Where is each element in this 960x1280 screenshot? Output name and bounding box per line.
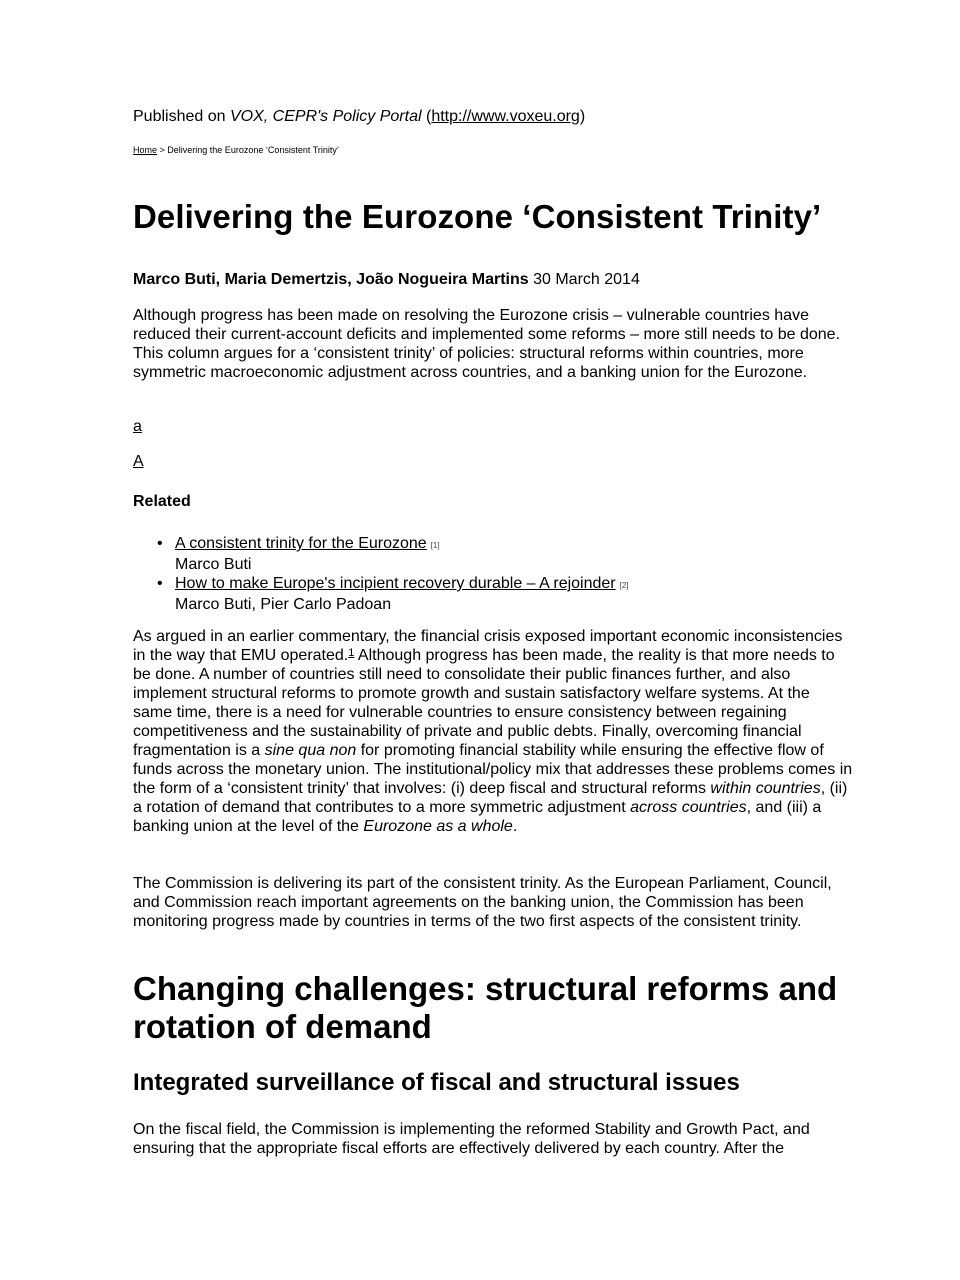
body-italic: across countries (630, 799, 747, 816)
breadcrumb-current: Delivering the Eurozone ‘Consistent Trinity’ (167, 145, 339, 155)
related-item (155, 534, 629, 574)
body-italic: Eurozone as a whole (363, 818, 513, 835)
article-title: Delivering the Eurozone ‘Consistent Trinity’ (133, 198, 822, 235)
font-size-small-link[interactable]: a (133, 418, 142, 435)
portal-url-link[interactable]: http://www.voxeu.org (431, 108, 580, 125)
breadcrumb-home-link[interactable]: Home (133, 145, 158, 155)
font-size-large-link[interactable]: A (133, 453, 144, 470)
article-authors: Marco Buti, Maria Demertzis, João Nogueira Martins (133, 271, 529, 288)
published-on-line: Published on VOX, CEPR's Policy Portal (http://www.voxeu.org) (133, 108, 586, 125)
related-heading: Related (133, 493, 191, 510)
related-item (155, 574, 629, 614)
subsection-heading: Integrated surveillance of fiscal and structural issues (133, 1069, 740, 1096)
related-item-ref: [2] (619, 581, 629, 590)
body-paragraph-3: On the fiscal field, the Commission is implementing the reformed Stability and Growth Pact, and ensuring that the appropriate fiscal efforts are effectively delivered by each country. After the (133, 1121, 810, 1157)
body-text: , (ii) a rotation of demand that contributes to a more symmetric adjustment (133, 780, 848, 816)
article-date: 30 March 2014 (533, 271, 640, 288)
published-prefix: Published on (133, 108, 230, 125)
byline (133, 271, 640, 289)
portal-name: VOX, CEPR's Policy Portal (229, 108, 422, 125)
body-paragraph-2: The Commission is delivering its part of the consistent trinity. As the European Parliament, Council, and Commission reach important agreements on the banking union, the Commission has been monitoring progress made by countries in terms of the two first aspects of the consistent trinity. (133, 875, 832, 930)
related-item-authors: Marco Buti, Pier Carlo Padoan (175, 596, 392, 613)
breadcrumb-separator: > (157, 145, 168, 155)
bullet-icon: • (157, 575, 163, 592)
related-item-ref: [1] (430, 541, 440, 550)
body-text: , and (iii) a banking union at the level of the (133, 799, 822, 835)
body-italic: within countries (710, 780, 821, 797)
related-item-link[interactable]: A consistent trinity for the Eurozone (175, 535, 427, 552)
section-heading: Changing challenges: structural reforms and rotation of demand (133, 970, 838, 1045)
related-item-link[interactable]: How to make Europe's incipient recovery durable – A rejoinder (175, 575, 616, 592)
footnote-link[interactable]: 1 (348, 647, 355, 659)
bullet-icon: • (157, 535, 163, 552)
body-italic: sine qua non (264, 742, 357, 759)
article-abstract: Although progress has been made on resolving the Eurozone crisis – vulnerable countries have reduced their current-account deficits and implemented some reforms – more still needs to be done. This column argues for a ‘consistent trinity’ of policies: structural reforms within countries, more symmetric macroeconomic adjustment across countries, and a banking union for the Eurozone. (133, 307, 841, 381)
body-text: Although progress has been made, the reality is that more needs to be done. A number of countries still need to consolidate their public finances further, and also implement structural reforms to promote growth and sustain satisfactory welfare systems. At the same time, there is a need for vulnerable countries to ensure consistency between regaining competitiveness and the sustainability of private and public debts. Finally, overcoming financial fragmentation is a (133, 647, 835, 759)
body-text: As argued in an earlier commentary, the financial crisis exposed important economic inconsistencies in the way that EMU operated. (133, 628, 843, 664)
related-list (155, 534, 629, 614)
body-paragraph-1 (133, 627, 853, 836)
body-text: for promoting financial stability while ensuring the effective flow of funds across the monetary union. The institutional/policy mix that addresses these problems comes in the form of a ‘consistent trinity’ that involves: (i) deep fiscal and structural reforms (133, 742, 853, 797)
body-text: . (512, 818, 518, 835)
breadcrumb (133, 145, 339, 155)
related-item-authors: Marco Buti (175, 556, 252, 573)
